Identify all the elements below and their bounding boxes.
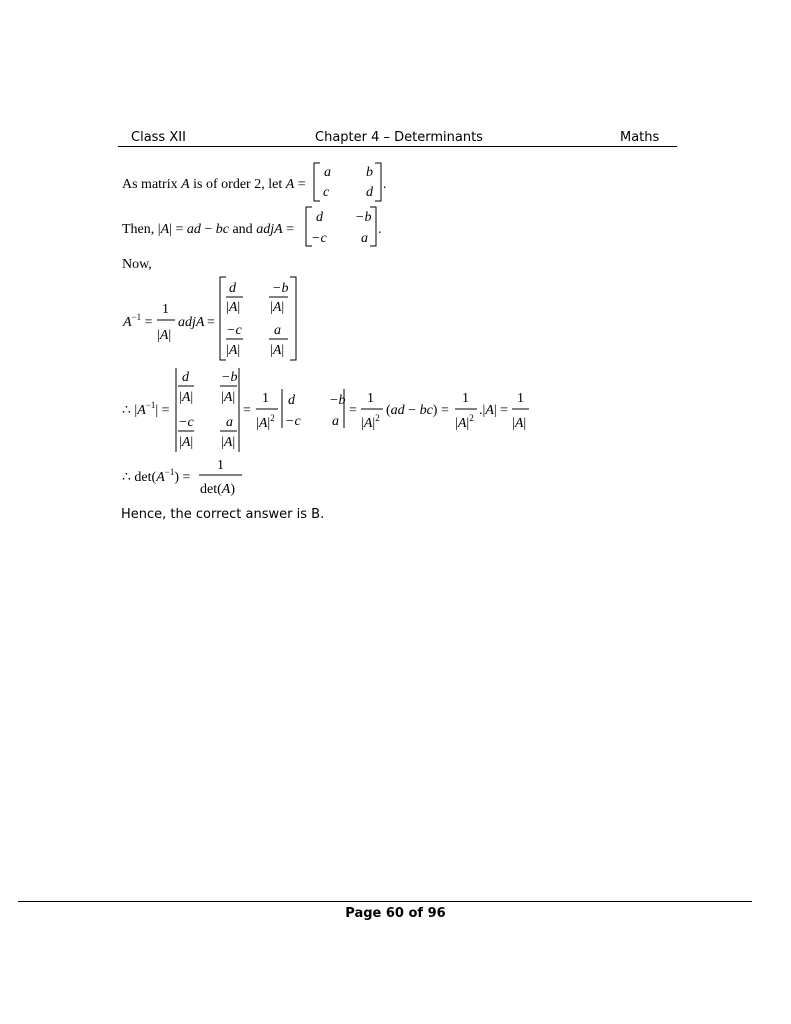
svg-text:|A|: |A| (157, 328, 172, 343)
line-matrix-definition (122, 163, 387, 201)
svg-text:adjA: adjA (178, 315, 205, 330)
matrix-adj-cell: −b (355, 210, 372, 225)
svg-text:1: 1 (262, 391, 269, 406)
svg-text:∴ det(A−1) =: ∴ $\det(A^{-1})$ = (122, 467, 191, 485)
svg-text:1: 1 (162, 302, 169, 317)
svg-text:(ad − bc) =: (ad − bc) = (386, 403, 449, 418)
svg-text:=: = (207, 315, 215, 330)
now-label: Now, (122, 257, 152, 272)
svg-text:−c: −c (226, 323, 242, 338)
svg-text:−c: −c (178, 415, 194, 430)
svg-text:1: 1 (517, 391, 524, 406)
svg-text:.: . (378, 222, 382, 237)
svg-text:∴ |A−1| =: ∴ $|A^{-1}|$ = (122, 400, 170, 418)
svg-text:|A|: |A| (270, 343, 285, 358)
footer-divider (18, 901, 752, 902)
svg-text:|A|: |A| (179, 435, 194, 450)
svg-text:.: . (383, 177, 387, 192)
determinant-of-inverse (122, 368, 529, 452)
header-class: Class XII (131, 130, 186, 145)
svg-text:|A|: |A| (179, 390, 194, 405)
svg-text:d: d (288, 393, 295, 408)
matrix-adj-cell: −c (311, 231, 327, 246)
svg-text:−b: −b (272, 281, 289, 296)
svg-text:1: 1 (217, 458, 224, 473)
inverse-equation (122, 277, 296, 360)
matrix-a-cell: d (366, 185, 373, 200)
svg-text:|A|: |A| (226, 343, 241, 358)
svg-text:a: a (226, 415, 233, 430)
svg-text:1: 1 (367, 391, 374, 406)
svg-text:−b: −b (221, 370, 238, 385)
line-adjoint (122, 207, 382, 246)
svg-text:|A|2: $|A|^2$ (256, 413, 275, 431)
matrix-a-cell: b (366, 165, 373, 180)
svg-text:−c: −c (285, 414, 301, 429)
svg-text:=: = (349, 403, 357, 418)
svg-text:a: a (274, 323, 281, 338)
svg-text:a: a (332, 414, 339, 429)
header-chapter: Chapter 4 – Determinants (315, 130, 483, 145)
svg-text:|A|: |A| (221, 435, 236, 450)
svg-text:det(A): det(A) (200, 482, 235, 497)
svg-text:−b: −b (329, 393, 346, 408)
svg-text:|A|: |A| (512, 416, 527, 431)
svg-text:d: d (182, 370, 189, 385)
svg-text:d: d (229, 281, 236, 296)
svg-text:.|A| =: .|A| = (479, 403, 509, 418)
matrix-adj-cell: d (316, 210, 323, 225)
svg-text:|A|2: $|A|^2$ (361, 413, 380, 431)
svg-text:|A|2: $|A|^2$ (455, 413, 474, 431)
svg-text:|A|: |A| (226, 300, 241, 315)
svg-text:A−1 =: $A^{-1}$ = (123, 312, 153, 330)
svg-text:|A|: |A| (221, 390, 236, 405)
final-result (122, 458, 242, 497)
conclusion-text: Hence, the correct answer is B. (121, 507, 325, 522)
svg-text:|A|: |A| (270, 300, 285, 315)
svg-text:1: 1 (462, 391, 469, 406)
header-subject: Maths (620, 130, 660, 145)
matrix-a-cell: c (323, 185, 330, 200)
matrix-adj-cell: a (361, 231, 368, 246)
svg-text:=: = (243, 403, 251, 418)
matrix-a-cell: a (324, 165, 331, 180)
page-number: Page 60 of 96 (345, 906, 446, 921)
svg-text:Then, |A| = ad − bc and adjA =: Then, |A| = ad − bc and adjA = (122, 222, 295, 237)
svg-text:As matrix A is of order 2, let: As matrix A is of order 2, let A = (122, 177, 306, 192)
